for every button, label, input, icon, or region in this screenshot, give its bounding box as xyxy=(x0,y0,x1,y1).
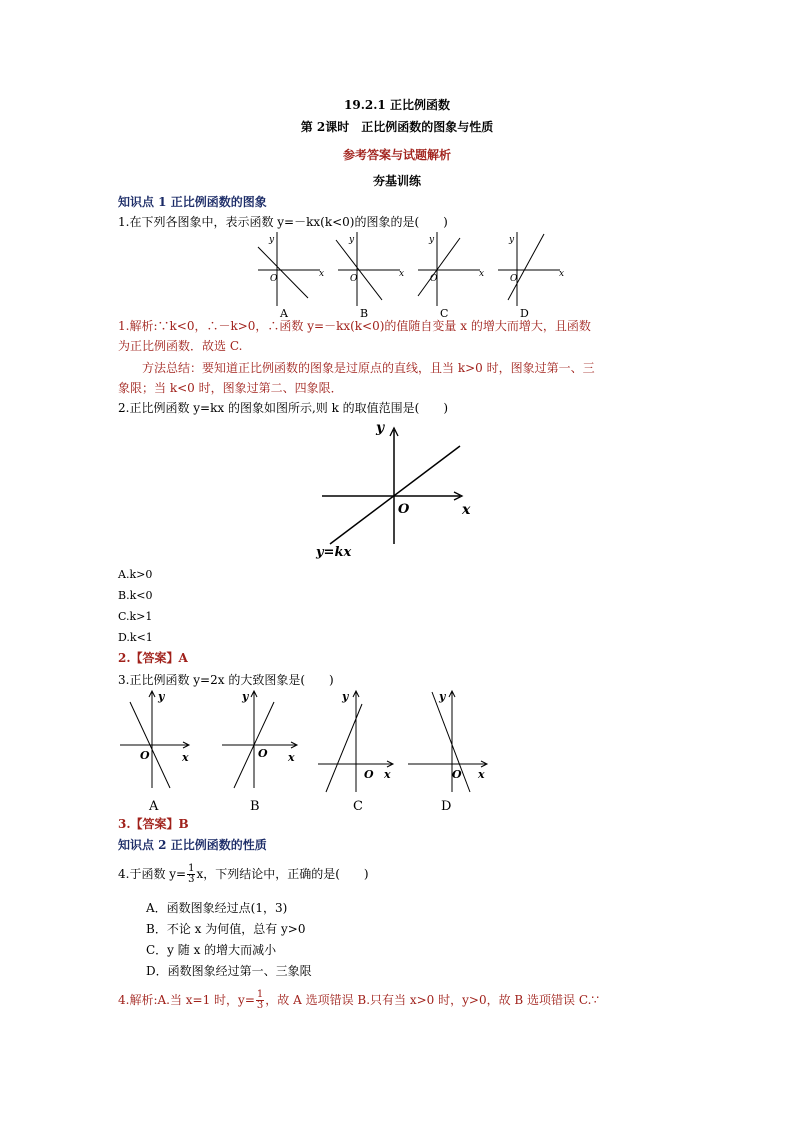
q4-analysis xyxy=(118,990,599,1011)
q3c-y-label: y xyxy=(342,690,349,703)
q1-graph-d xyxy=(492,230,572,325)
q3-option-b: B xyxy=(250,799,260,814)
q1-summary-line1: 方法总结：要知道正比例函数的图象是过原点的直线，且当 k>0 时，图象过第一、三 xyxy=(142,361,595,375)
q4-frac-den: 3 xyxy=(188,874,195,885)
q3d-x-label: x xyxy=(478,768,485,781)
q1-summary-line2: 象限；当 k<0 时，图象过第二、四象限． xyxy=(118,381,343,395)
q3-graph-b xyxy=(220,688,310,816)
question-3-text: 3.正比例函数 y=2x 的大致图象是( ) xyxy=(118,673,334,687)
answer-subtitle: 参考答案与试题解析 xyxy=(342,148,451,162)
q2-y-label: y xyxy=(376,420,385,436)
q1-option-a: A xyxy=(280,307,288,320)
training-heading: 夯基训练 xyxy=(372,174,421,188)
q1c-x-label: x xyxy=(479,269,485,279)
q2-option-a: A.k>0 xyxy=(118,568,153,581)
q1c-origin-label: O xyxy=(430,274,438,284)
knowledge-point-1-title: 知识点 1 正比例函数的图象 xyxy=(118,195,267,209)
q1b-origin-label: O xyxy=(350,274,358,284)
q1d-x-label: x xyxy=(559,269,565,279)
q2-x-label: x xyxy=(462,502,471,518)
q4-fraction xyxy=(187,864,195,885)
q3-graph-d xyxy=(406,688,496,816)
q3c-x-label: x xyxy=(384,768,391,781)
question-4-text xyxy=(118,864,369,885)
q1d-origin-label: O xyxy=(510,274,518,284)
q1-analysis-line1: 1.解析:∵k<0，∴－k>0，∴函数 y=－kx(k<0)的值随自变量 x 的增大而增大，且函数 xyxy=(118,319,591,333)
q2-answer: 2.【答案】A xyxy=(118,651,188,665)
q3a-x-label: x xyxy=(182,751,189,764)
q3b-origin-label: O xyxy=(258,747,268,760)
q4-suffix: x，下列结论中，正确的是( ) xyxy=(196,867,369,881)
q3a-y-label: y xyxy=(158,690,165,703)
q3b-y-label: y xyxy=(242,690,249,703)
q1c-y-label: y xyxy=(429,235,435,245)
lesson-title: 第 2课时 正比例函数的图象与性质 xyxy=(300,120,494,134)
q3d-y-label: y xyxy=(439,690,446,703)
q2-option-d: D.k<1 xyxy=(118,631,153,644)
q1a-y-label: y xyxy=(269,235,275,245)
q3b-x-label: x xyxy=(288,751,295,764)
q2-option-c: C.k>1 xyxy=(118,610,153,623)
q4-prefix: 4.于函数 y= xyxy=(118,867,187,881)
question-2-text: 2.正比例函数 y=kx 的图象如图所示,则 k 的取值范围是( ) xyxy=(118,401,449,415)
q3-option-a: A xyxy=(149,799,159,814)
q3-option-c: C xyxy=(353,799,363,814)
q3d-origin-label: O xyxy=(452,768,462,781)
q3-graph-c xyxy=(316,688,406,816)
q4-option-b: B．不论 x 为何值，总有 y>0 xyxy=(146,922,306,936)
q2-graph xyxy=(310,416,490,562)
q1-graph-a xyxy=(252,230,332,325)
section-title: 19.2.1 正比例函数 xyxy=(344,98,450,112)
q1-option-d: D xyxy=(520,307,529,320)
q4-analysis-prefix: 4.解析:A.当 x=1 时，y= xyxy=(118,993,255,1007)
question-1-text: 1.在下列各图象中，表示函数 y=－kx(k<0)的图象的是( ) xyxy=(118,215,448,229)
q4-option-a: A．函数图象经过点(1，3) xyxy=(146,901,288,915)
q1-analysis-line2: 为正比例函数．故选 C. xyxy=(118,339,243,353)
q1b-y-label: y xyxy=(349,235,355,245)
q4-option-d: D．函数图象经过第一、三象限 xyxy=(146,964,312,978)
q1a-x-label: x xyxy=(319,269,325,279)
q2-origin-label: O xyxy=(398,502,410,517)
q3-answer: 3.【答案】B xyxy=(118,817,189,831)
q2-option-b: B.k<0 xyxy=(118,589,153,602)
q1-option-b: B xyxy=(360,307,369,320)
q1d-y-label: y xyxy=(509,235,515,245)
q1-graph-b xyxy=(332,230,412,325)
q1b-x-label: x xyxy=(399,269,405,279)
q3c-origin-label: O xyxy=(364,768,374,781)
q1-option-c: C xyxy=(440,307,449,320)
knowledge-point-2-title: 知识点 2 正比例函数的性质 xyxy=(118,838,267,852)
q4-option-c: C．y 随 x 的增大而减小 xyxy=(146,943,277,957)
q4-analysis-fraction xyxy=(256,990,264,1011)
q4-analysis-frac-den: 3 xyxy=(256,1000,264,1011)
q3-option-d: D xyxy=(441,799,452,814)
q4-frac-num: 1 xyxy=(188,863,195,874)
q4-analysis-frac-num: 1 xyxy=(256,989,264,1000)
q1-graph-c xyxy=(412,230,492,325)
q3a-origin-label: O xyxy=(140,749,150,762)
q2-line-label: y=kx xyxy=(316,545,352,560)
q1a-origin-label: O xyxy=(270,274,278,284)
q4-analysis-suffix: ，故 A 选项错误 B.只有当 x>0 时，y>0，故 B 选项错误 C.∵ xyxy=(265,993,600,1007)
q3-graph-a xyxy=(118,688,198,816)
